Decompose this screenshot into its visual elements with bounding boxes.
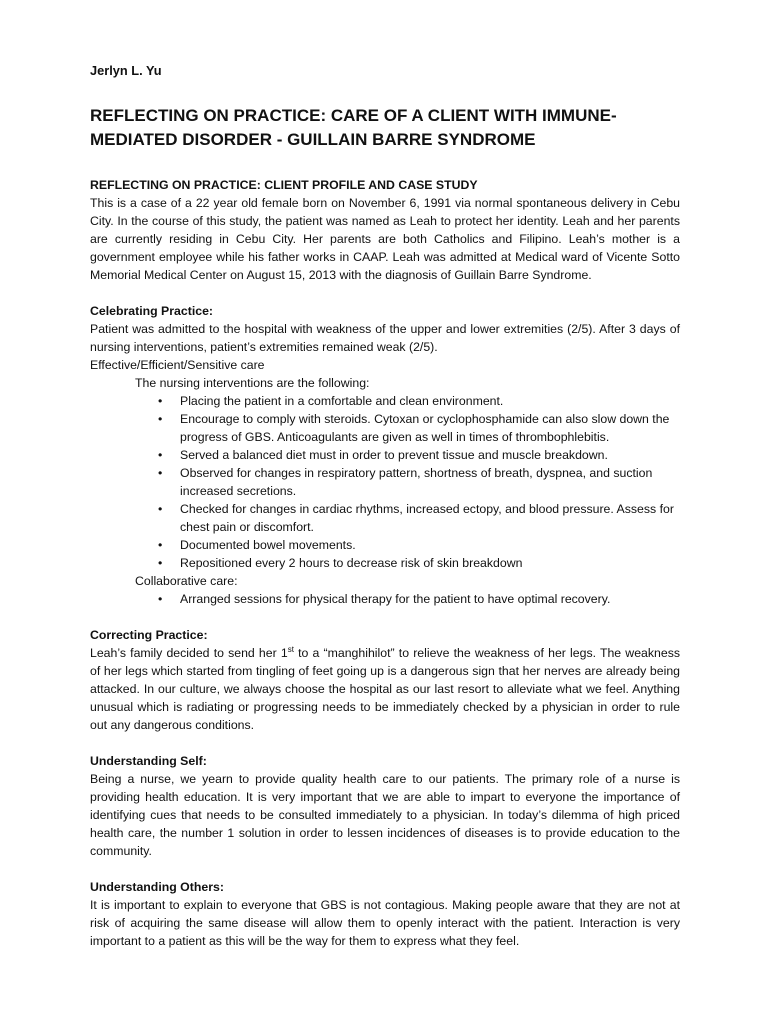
intervention-text: Documented bowel movements. bbox=[180, 538, 356, 552]
ordinal-superscript: st bbox=[287, 644, 294, 654]
understanding-self-body: Being a nurse, we yearn to provide quality health care to our patients. The primary role of a nurse is providing health education. It is very important that we are able to impart to everyone the importance of identifying cues that needs to be consulted immediately to a physician. In today’s dilemma of high priced health care, the number 1 solution in order to lessen incidences of diseases is to provide education to the community. bbox=[90, 772, 680, 858]
document-title: REFLECTING ON PRACTICE: CARE OF A CLIENT WITH IMMUNE-MEDIATED DISORDER - GUILLAIN BARRE SYNDROME bbox=[90, 106, 617, 149]
collaborative-care-heading: Collaborative care: bbox=[135, 574, 238, 588]
interventions-list bbox=[90, 392, 680, 572]
understanding-others-body: It is important to explain to everyone that GBS is not contagious. Making people aware that they are not at risk of acquiring the same disease will allow them to openly interact with the patient. Interaction is very important to a patient as this will be the way for them to express what they feel. bbox=[90, 898, 680, 948]
list-item bbox=[90, 446, 680, 464]
intervention-text: Placing the patient in a comfortable and clean environment. bbox=[180, 394, 504, 408]
bullet-icon: • bbox=[158, 502, 163, 516]
client-profile-body: This is a case of a 22 year old female born on November 6, 1991 via normal spontaneous delivery in Cebu City. In the course of this study, the patient was named as Leah to protect her identity. Leah and her parents are currently residing in Cebu City. Her parents are both Catholics and Filipino. Leah’s mother is a government employee while his father works in CAAP. Leah was admitted at Medical ward of Vicente Sotto Memorial Medical Center on August 15, 2013 with the diagnosis of Guillain Barre Syndrome. bbox=[90, 196, 680, 282]
correcting-text-rest: to a “manghihilot” to relieve the weakness of her legs. The weakness of her legs which started from tingling of feet going up is a dangerous sign that her nerves are already being attacked. In our culture, we always choose the hospital as our last resort to alleviate what we feel. Anything unusual which is radiating or progressing needs to be immediately checked by a physician in order to rule out any dangerous conditions. bbox=[90, 646, 680, 732]
intervention-text: Observed for changes in respiratory pattern, shortness of breath, dyspnea, and suction increased secretions. bbox=[180, 466, 653, 498]
list-item bbox=[90, 590, 680, 608]
bullet-icon: • bbox=[158, 556, 163, 570]
correcting-practice-heading: Correcting Practice: bbox=[90, 628, 208, 642]
client-profile-section bbox=[90, 176, 680, 284]
author-name: Jerlyn L. Yu bbox=[90, 63, 162, 78]
intervention-text: Encourage to comply with steroids. Cytoxan or cyclophosphamide can also slow down the progress of GBS. Anticoagulants are given as well in times of thrombophlebitis. bbox=[180, 412, 670, 444]
bullet-icon: • bbox=[158, 412, 163, 426]
collaborative-care-list bbox=[90, 590, 680, 608]
understanding-self-section bbox=[90, 752, 680, 860]
list-item bbox=[90, 554, 680, 572]
celebrating-practice-section bbox=[90, 302, 680, 608]
list-item bbox=[90, 410, 680, 446]
correcting-text-start: Leah’s family decided to send her 1 bbox=[90, 646, 288, 660]
bullet-icon: • bbox=[158, 466, 163, 480]
understanding-others-heading: Understanding Others: bbox=[90, 880, 224, 894]
list-item bbox=[90, 392, 680, 410]
understanding-self-heading: Understanding Self: bbox=[90, 754, 207, 768]
list-item bbox=[90, 536, 680, 554]
intervention-text: Served a balanced diet must in order to prevent tissue and muscle breakdown. bbox=[180, 448, 608, 462]
correcting-practice-section bbox=[90, 626, 680, 734]
celebrating-practice-heading: Celebrating Practice: bbox=[90, 304, 214, 318]
correcting-practice-body bbox=[90, 644, 680, 734]
collaborative-care-text: Arranged sessions for physical therapy for the patient to have optimal recovery. bbox=[180, 592, 611, 606]
intervention-text: Checked for changes in cardiac rhythms, increased ectopy, and blood pressure. Assess for chest pain or discomfort. bbox=[180, 502, 674, 534]
bullet-icon: • bbox=[158, 592, 163, 606]
interventions-intro: The nursing interventions are the following: bbox=[135, 376, 370, 390]
list-item bbox=[90, 464, 680, 500]
bullet-icon: • bbox=[158, 538, 163, 552]
bullet-icon: • bbox=[158, 394, 163, 408]
client-profile-heading: REFLECTING ON PRACTICE: CLIENT PROFILE AND CASE STUDY bbox=[90, 178, 478, 192]
care-type-label: Effective/Efficient/Sensitive care bbox=[90, 358, 265, 372]
list-item bbox=[90, 500, 680, 536]
celebrating-practice-body: Patient was admitted to the hospital with weakness of the upper and lower extremities (2/5). After 3 days of nursing interventions, patient’s extremities remained weak (2/5). bbox=[90, 322, 680, 354]
bullet-icon: • bbox=[158, 448, 163, 462]
intervention-text: Repositioned every 2 hours to decrease risk of skin breakdown bbox=[180, 556, 523, 570]
understanding-others-section bbox=[90, 878, 680, 950]
